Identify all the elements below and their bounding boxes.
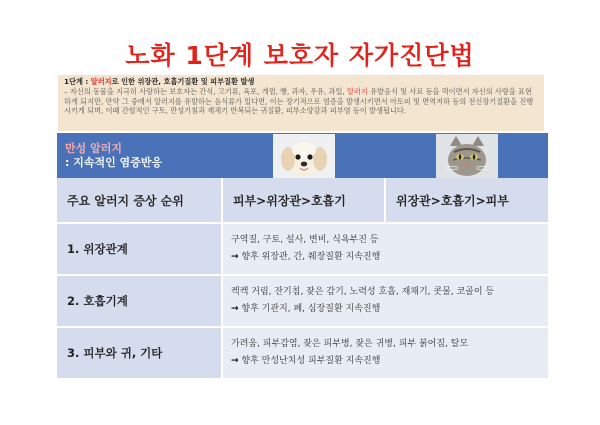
cat-photo (436, 134, 498, 178)
system-name: 1. 위장관계 (57, 223, 222, 275)
hero-label (57, 133, 222, 178)
system-name: 2. 호흡기계 (57, 275, 222, 327)
notice-body-a: – 자신의 동물을 지극히 사랑하는 보호자는 간식, 고기류, 육포, 개껌, 빵, 과자, 우유, 과일, (64, 86, 347, 96)
system-name: 3. 피부와 귀, 기타 (57, 327, 222, 379)
notice-header-highlight: 알러지 (90, 77, 112, 86)
rank-row (57, 178, 548, 223)
system-symptoms: 가려움, 피부감염, 잦은 피부병, 잦은 귀병, 피부 붉어짐, 탈모 (231, 339, 469, 349)
notice-body-b: 유발음식 및 사료 등을 먹이면서 자신의 사랑을 표현하게 되지만, 만약 그 중에서 알러지를 유발하는 음식류가 있다면, 이는 장기적으로 염증을 발생시키면서 아토피 및 면역저하 등의 전신장기질환을 진행시키게 되며, 이때 간헐적인 구토, 만성기침과 재채기 반복되는 귀질환, 피부소양감과 피부염 등이 발생됩니다. (64, 86, 534, 116)
system-desc (222, 327, 548, 379)
rank-cat: 위장관>호흡기>피부 (385, 178, 548, 223)
system-row-respiratory (57, 275, 548, 327)
notice-header-prefix: 1단계 : (64, 77, 91, 86)
arrow-right-icon: → (231, 304, 239, 314)
page-title: 노화 1단계 보호자 자가진단법 (125, 41, 475, 70)
system-outlook (231, 249, 548, 266)
system-outlook (231, 353, 548, 370)
notice-body-highlight: 알러지 (346, 86, 368, 96)
system-symptoms: 구역질, 구토, 설사, 변비, 식욕부진 등 (231, 235, 379, 245)
system-outlook-text: 향후 기관지, 폐, 심장질환 지속진행 (241, 304, 381, 314)
dog-photo (273, 134, 335, 178)
system-outlook (231, 301, 548, 318)
cat-photo-cell (385, 133, 548, 178)
notice-box (58, 75, 544, 131)
system-outlook-text: 향후 위장관, 간, 췌장질환 지속진행 (241, 252, 381, 262)
allergy-table (57, 133, 548, 380)
rank-label: 주요 알러지 증상 순위 (57, 178, 222, 223)
hero-line1: 만성 알러지 (65, 141, 122, 155)
system-outlook-text: 향후 만성난치성 피부질환 지속진행 (241, 356, 381, 366)
dog-photo-cell (222, 133, 385, 178)
hero-line2: : 지속적인 염증반응 (65, 155, 163, 169)
hero-row (57, 133, 548, 178)
system-symptoms: 켁켁 거림, 잔기침, 잦은 감기, 노력성 호흡, 재채기, 콧물, 코골이 등 (231, 287, 495, 297)
system-row-gi (57, 223, 548, 275)
system-desc (222, 223, 548, 275)
arrow-right-icon: → (231, 252, 239, 262)
notice-body (64, 87, 538, 116)
system-desc (222, 275, 548, 327)
arrow-right-icon: → (231, 356, 239, 366)
rank-dog: 피부>위장관>호흡기 (222, 178, 385, 223)
system-row-skin (57, 327, 548, 379)
notice-header-suffix: 로 인한 위장관, 호흡기질환 및 피부질환 발생 (111, 77, 255, 86)
notice-header (64, 77, 538, 87)
